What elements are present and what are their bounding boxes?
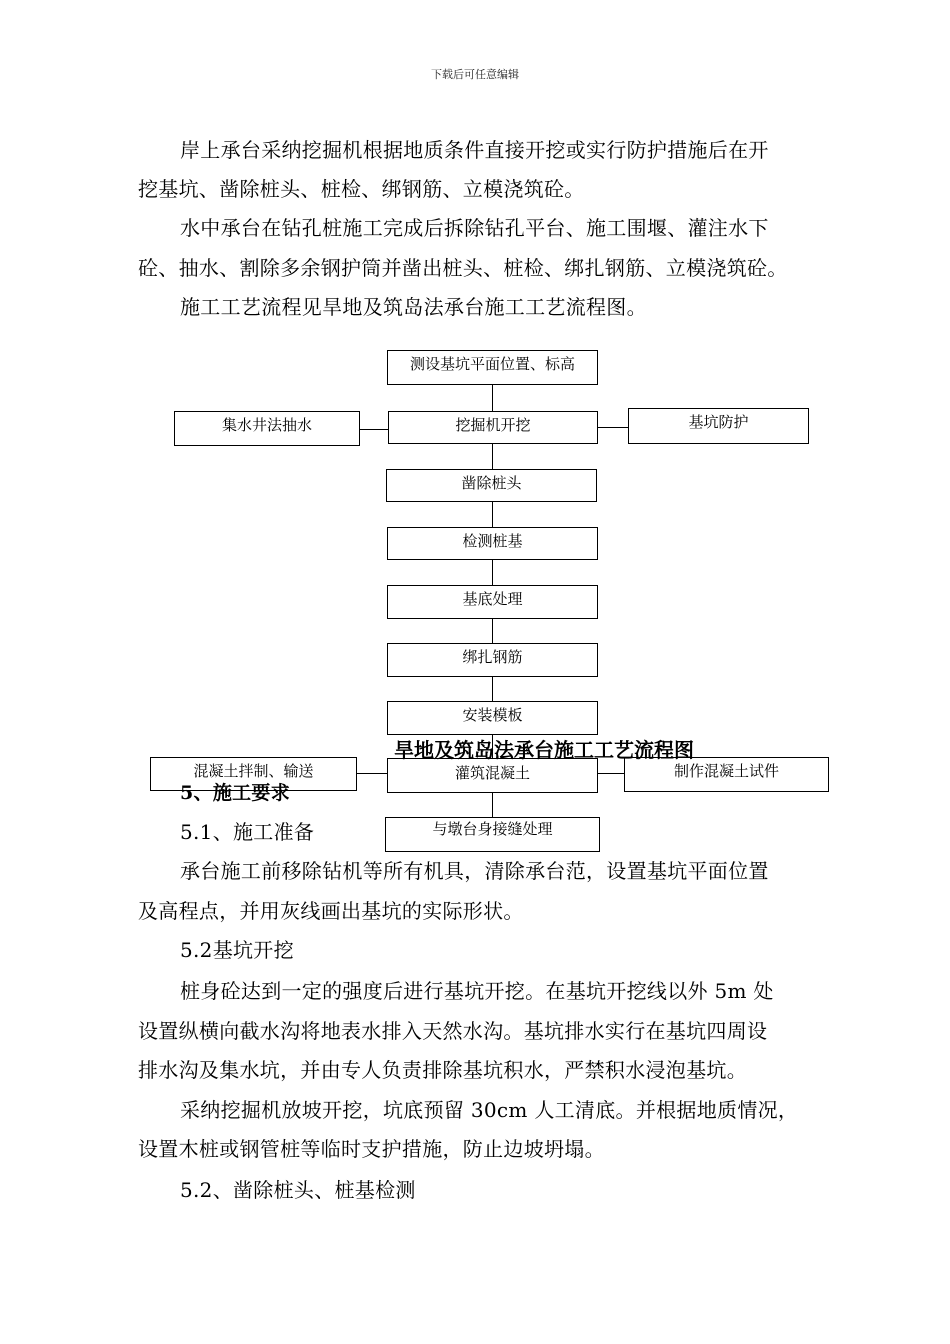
section-title: 5、施工要求 — [180, 782, 291, 804]
connector — [597, 773, 625, 774]
paragraph-line: 砼、抽水、割除多余钢护筒并凿出桩头、桩检、绑扎钢筋、立模浇筑砼。 — [138, 256, 788, 280]
subsection-title: 5.2、凿除桩头、桩基检测 — [180, 1178, 416, 1202]
connector — [492, 384, 493, 412]
paragraph-line: 岸上承台采纳挖掘机根据地质条件直接开挖或实行防护措施后在开 — [180, 138, 769, 162]
flow-step: 挖掘机开挖 — [388, 411, 598, 444]
connector — [597, 427, 629, 428]
flow-step: 安装模板 — [387, 701, 598, 735]
flow-step: 测设基坑平面位置、标高 — [387, 350, 598, 385]
connector — [492, 501, 493, 528]
flow-step: 灌筑混凝土 — [387, 758, 598, 793]
paragraph-line: 设置纵横向截水沟将地表水排入天然水沟。基坑排水实行在基坑四周设 — [138, 1019, 768, 1043]
flow-side-step: 集水井法抽水 — [174, 411, 360, 446]
flow-side-step: 制作混凝土试件 — [624, 757, 829, 792]
flow-step: 检测桩基 — [387, 527, 598, 560]
paragraph-line: 施工工艺流程见旱地及筑岛法承台施工工艺流程图。 — [180, 295, 647, 319]
paragraph-line: 桩身砼达到一定的强度后进行基坑开挖。在基坑开挖线以外 5m 处 — [180, 979, 774, 1003]
paragraph-line: 承台施工前移除钻机等所有机具，清除承台范，设置基坑平面位置 — [180, 859, 769, 883]
flow-side-step: 基坑防护 — [628, 408, 809, 444]
paragraph-line: 设置木桩或钢管桩等临时支护措施，防止边坡坍塌。 — [138, 1137, 605, 1161]
connector — [492, 443, 493, 470]
page-header: 下载后可任意编辑 — [431, 68, 519, 81]
connector — [360, 429, 389, 430]
connector — [492, 618, 493, 644]
flow-step: 绑扎钢筋 — [387, 643, 598, 677]
flow-side-step: 混凝土拌制、输送 — [150, 757, 357, 791]
paragraph-line: 挖基坑、凿除桩头、桩检、绑钢筋、立模浇筑砼。 — [138, 177, 585, 201]
flow-step: 与墩台身接缝处理 — [385, 817, 600, 852]
paragraph-line: 排水沟及集水坑，并由专人负责排除基坑积水，严禁积水浸泡基坑。 — [138, 1058, 747, 1082]
subsection-title: 5.2基坑开挖 — [180, 938, 294, 962]
connector — [492, 559, 493, 586]
paragraph-line: 采纳挖掘机放坡开挖，坑底预留 30cm 人工清底。并根据地质情况， — [180, 1098, 799, 1122]
paragraph-line: 及高程点，并用灰线画出基坑的实际形状。 — [138, 899, 524, 923]
flowchart-caption: 旱地及筑岛法承台施工工艺流程图 — [394, 738, 694, 762]
connector — [492, 792, 493, 818]
subsection-title: 5.1、施工准备 — [180, 820, 315, 844]
connector — [492, 676, 493, 702]
connector — [356, 773, 387, 774]
flow-step: 凿除桩头 — [386, 469, 597, 502]
paragraph-line: 水中承台在钻孔桩施工完成后拆除钻孔平台、施工围堰、灌注水下 — [180, 216, 769, 240]
flow-step: 基底处理 — [387, 585, 598, 619]
